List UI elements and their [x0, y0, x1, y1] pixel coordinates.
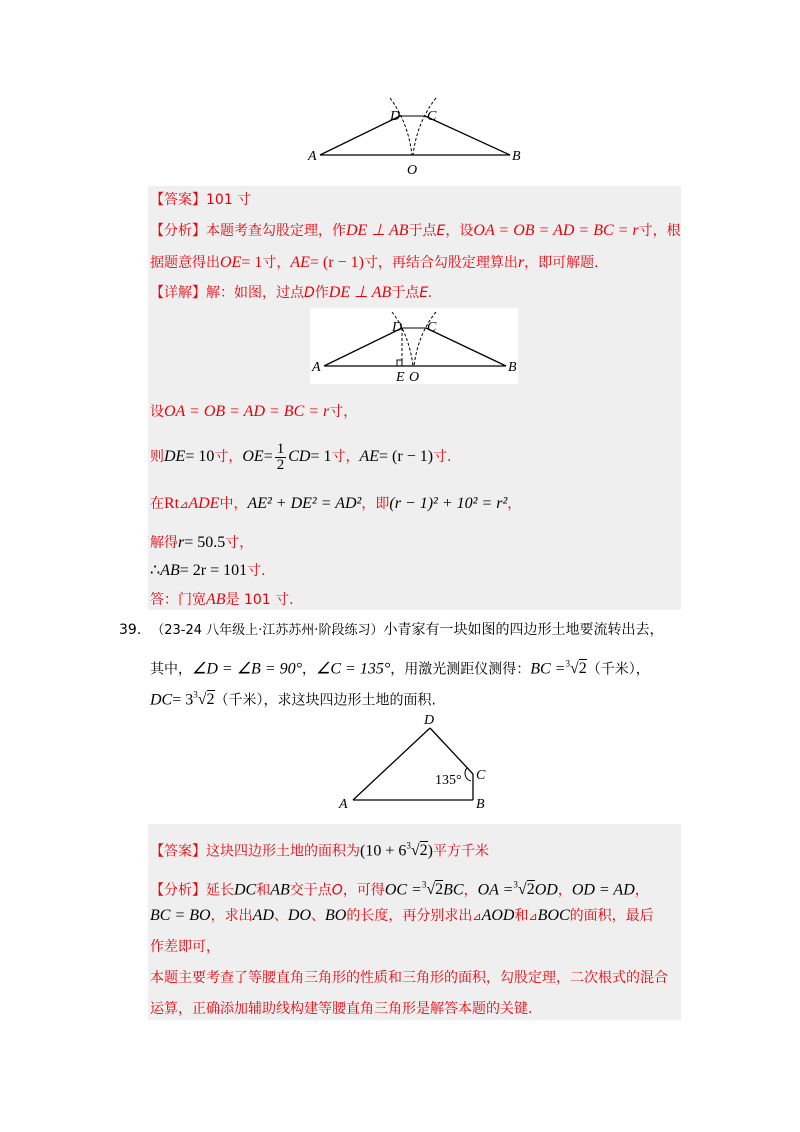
- math: ∴: [150, 562, 161, 579]
- text: 解：如图，过点: [206, 285, 304, 301]
- text: 寸，: [331, 449, 360, 465]
- text: 解得: [150, 535, 178, 551]
- text: 和: [256, 882, 271, 899]
- label-A: A: [339, 797, 348, 812]
- radicand: 2: [578, 660, 587, 678]
- text: 据题意得出: [150, 255, 220, 271]
- analysis-tag: 【分析】: [150, 882, 206, 899]
- detail-tag: 【详解】: [150, 285, 206, 301]
- math: ∠D = ∠B = 90°: [192, 660, 303, 678]
- q38-step2: [150, 440, 452, 474]
- text: 设: [150, 404, 164, 420]
- text: 本题考查勾股定理，作: [206, 223, 346, 239]
- math: Rt: [164, 495, 180, 512]
- label-O: O: [409, 370, 420, 385]
- text: 的长度，再分别求出: [346, 908, 473, 924]
- math: CD: [288, 448, 311, 465]
- denominator: 2: [276, 456, 285, 473]
- text: 于点: [408, 223, 437, 239]
- math: OC =: [384, 881, 422, 899]
- math: OE: [242, 448, 264, 465]
- math: r: [517, 254, 525, 271]
- math: = 10: [185, 448, 215, 465]
- math: OA = OB = AD = BC = r: [473, 222, 639, 239]
- label-D: D: [424, 713, 435, 728]
- text: （千米），: [586, 661, 650, 678]
- angle-label: 135°: [435, 773, 462, 788]
- math: AOD: [481, 907, 515, 924]
- q39-line1: [119, 620, 663, 641]
- text: 则: [150, 449, 164, 465]
- math: BO: [325, 907, 347, 924]
- math: AE: [290, 254, 310, 271]
- radicand: 2: [526, 881, 535, 899]
- math: BOC: [537, 907, 570, 924]
- text: 答：门宽: [150, 592, 206, 608]
- text: （千米），求这块四边形土地的面积.: [214, 692, 436, 709]
- q39-answer: [150, 836, 489, 861]
- text: ，求出: [210, 908, 253, 924]
- text: 是 101 寸.: [225, 592, 294, 608]
- text: 、: [311, 908, 326, 924]
- label-A: A: [312, 360, 321, 375]
- math: = 50.5: [184, 534, 226, 551]
- text: O: [331, 882, 343, 899]
- text: ，: [302, 661, 317, 678]
- text: 交于点: [289, 882, 332, 899]
- text: 于点: [391, 285, 420, 301]
- math: DE: [164, 448, 186, 465]
- math: DO: [287, 907, 312, 924]
- math: BC = BO: [150, 907, 211, 924]
- q38-answer: [150, 190, 251, 210]
- label-B: B: [512, 149, 521, 164]
- text: 中，: [219, 496, 248, 512]
- label-C: C: [427, 320, 437, 335]
- figure-1-door-diagram: [300, 92, 540, 182]
- math: OA =: [477, 881, 514, 899]
- q39-analysis-line4: [150, 968, 668, 988]
- text: 寸，: [225, 535, 254, 551]
- q39-analysis-line2: [150, 906, 654, 927]
- numerator: 1: [276, 440, 285, 457]
- math: OA = OB = AD = BC = r: [164, 403, 330, 420]
- text: ，即: [361, 496, 390, 512]
- text: 寸.: [433, 449, 452, 465]
- label-E: E: [396, 370, 405, 385]
- label-D: D: [390, 109, 401, 124]
- text: ，设: [445, 223, 474, 239]
- math: AB: [206, 591, 226, 608]
- analysis-tag: 【分析】: [150, 223, 206, 239]
- question-text: 小青家有一块如图的四边形土地要流转出去，: [383, 622, 664, 638]
- cube-root: $^3$√2: [406, 841, 428, 860]
- text: ，: [463, 882, 478, 899]
- cube-root: $^3$√2: [421, 880, 444, 899]
- text: 这块四边形土地的面积为: [206, 843, 360, 860]
- text: 延长: [206, 882, 234, 899]
- math: (10 + 6: [360, 842, 407, 860]
- text: 寸，根: [638, 223, 681, 239]
- radicand: 2: [206, 691, 215, 709]
- text: ，: [557, 882, 572, 899]
- cube-root: $^3$√2: [513, 880, 535, 899]
- text: 寸，: [262, 255, 291, 271]
- math: =: [263, 448, 273, 465]
- math: ): [427, 842, 433, 860]
- label-C: C: [476, 768, 486, 783]
- math: AB: [160, 562, 180, 579]
- label-B: B: [476, 797, 485, 812]
- cube-root: $^3$√2: [565, 659, 587, 678]
- text: 寸，: [329, 404, 358, 420]
- math: DE ⊥ AB: [328, 284, 392, 301]
- text: ，可得: [342, 882, 385, 899]
- q38-step6: [150, 590, 294, 610]
- text: 平方千米: [432, 843, 489, 860]
- math: AB: [270, 881, 290, 899]
- text: 在: [150, 496, 164, 512]
- q39-analysis-line3: [150, 937, 220, 957]
- answer-text: 101 寸: [206, 192, 252, 208]
- cube-root: $^3$√2: [193, 690, 215, 709]
- text: 本题主要考查了等腰直角三角形的性质和三角形的面积，勾股定理，二次根式的混合: [150, 970, 668, 986]
- math: OD: [534, 881, 558, 899]
- text: 寸.: [247, 563, 266, 579]
- q38-step3: [150, 494, 521, 515]
- label-D: D: [392, 320, 403, 335]
- math: = (r − 1): [379, 448, 434, 465]
- text: 寸，再结合勾股定理算出: [363, 255, 518, 271]
- math: AE² + DE² = AD²: [247, 495, 362, 512]
- label-O: O: [407, 163, 418, 178]
- text: E: [436, 223, 446, 239]
- q39-analysis-line5: [150, 999, 532, 1019]
- math: = 3: [172, 691, 194, 709]
- math: DC: [150, 691, 173, 709]
- text: 作差即可，: [150, 939, 220, 955]
- text: 作: [314, 285, 329, 301]
- text: 、: [273, 908, 288, 924]
- math: = (r − 1): [309, 254, 364, 271]
- math: r: [178, 534, 185, 551]
- math: = 2r = 101: [179, 562, 248, 579]
- answer-tag: 【答案】: [150, 843, 206, 860]
- text: ，即可解题.: [524, 255, 599, 271]
- math: (r − 1)² + 10² = r²: [389, 495, 508, 512]
- text: 和: [514, 908, 529, 924]
- text: ⊿: [472, 910, 482, 923]
- text: 其中，: [150, 661, 192, 678]
- text: ⊿: [179, 498, 189, 511]
- q39-analysis-line1: [150, 875, 649, 900]
- fraction-half: [275, 442, 287, 473]
- q38-step5: [150, 561, 266, 581]
- math: BC =: [530, 660, 566, 678]
- radicand: 2: [435, 881, 444, 899]
- math: AD: [252, 907, 274, 924]
- text: D: [304, 285, 315, 301]
- text: ⊿: [528, 910, 538, 923]
- q39-line3: [150, 685, 436, 710]
- figure-3-quadrilateral: [335, 708, 505, 812]
- question-number: 39.: [119, 622, 142, 638]
- math: BC: [443, 881, 464, 899]
- text: ，: [634, 882, 649, 899]
- q38-analysis-line2: [150, 253, 599, 273]
- q38-step4: [150, 533, 253, 553]
- math: = 1: [310, 448, 332, 465]
- label-C: C: [427, 109, 437, 124]
- text: ，用激光测距仪测得：: [390, 661, 531, 678]
- q39-line2: [150, 654, 650, 679]
- math: ∠C = 135°: [316, 660, 391, 678]
- text: E.: [419, 285, 433, 301]
- q38-detail-line: [150, 283, 433, 303]
- text: 的面积，最后: [569, 908, 654, 924]
- math: OE: [220, 254, 242, 271]
- text: 寸，: [214, 449, 243, 465]
- question-source: （23-24 八年级上·江苏苏州·阶段练习）: [151, 623, 384, 638]
- text: ，: [507, 496, 522, 512]
- q38-analysis-line1: [150, 221, 681, 241]
- math: = 1: [241, 254, 263, 271]
- label-B: B: [508, 360, 517, 375]
- math: DE ⊥ AB: [346, 222, 409, 239]
- math: AE: [359, 448, 380, 465]
- math: ADE: [188, 495, 220, 512]
- q38-step1: [150, 402, 357, 422]
- label-A: A: [308, 149, 317, 164]
- math: DC: [234, 881, 257, 899]
- radicand: 2: [419, 842, 428, 860]
- answer-tag: 【答案】: [150, 192, 206, 208]
- text: 运算，正确添加辅助线构建等腰直角三角形是解答本题的关键.: [150, 1001, 533, 1017]
- figure-2-door-diagram: [310, 308, 518, 386]
- math: OD = AD: [571, 881, 635, 899]
